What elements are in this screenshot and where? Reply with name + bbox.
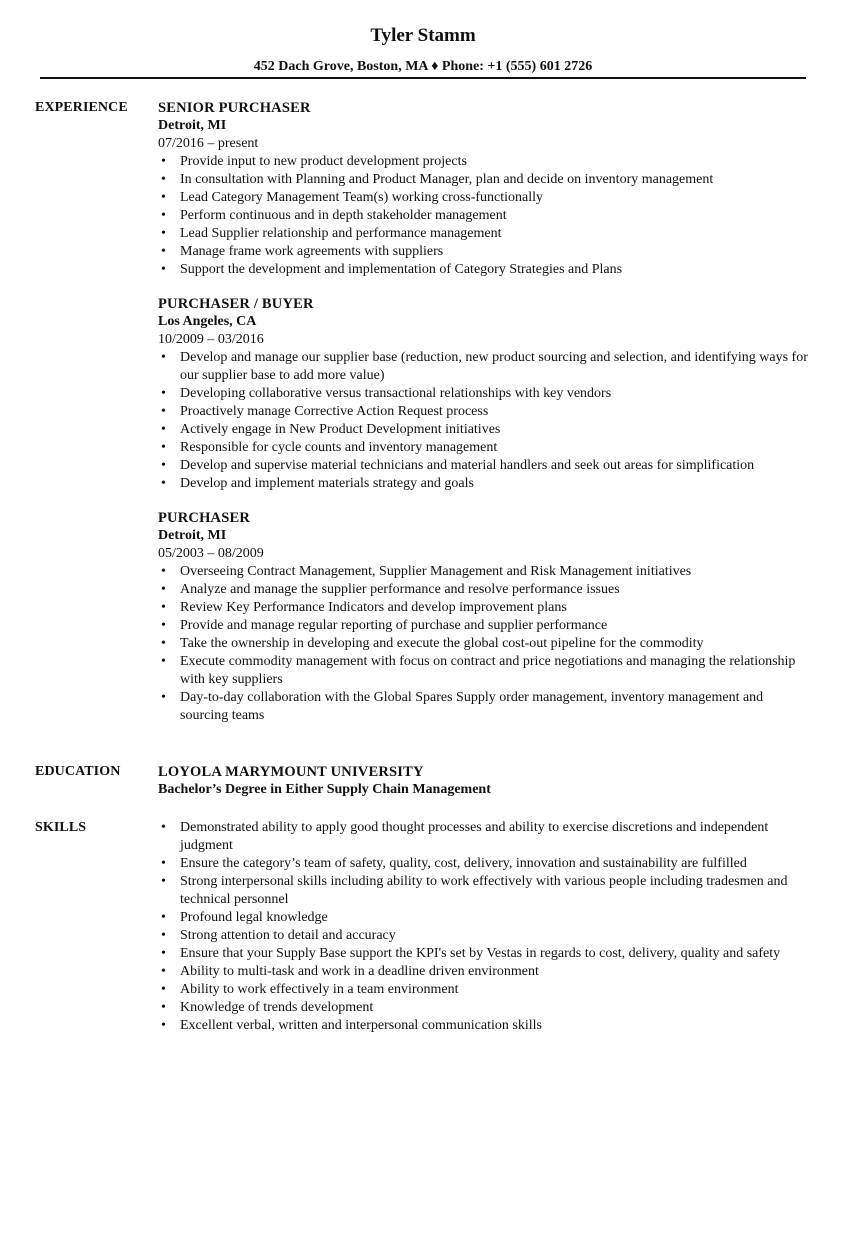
list-item: • Provide and manage regular reporting of purchase and supplier performance [158, 617, 813, 635]
list-item: • Ensure that your Supply Base support the KPI's set by Vestas in regards to cost, delivery, quality and safety [158, 945, 813, 963]
job-title: SENIOR PURCHASER [158, 100, 311, 116]
skills-bullet-list [158, 819, 813, 1035]
list-item: • Excellent verbal, written and interpersonal communication skills [158, 1017, 813, 1035]
list-item: • Develop and implement materials strategy and goals [158, 475, 813, 493]
section-label-skills: SKILLS [35, 820, 87, 835]
list-item: • Day-to-day collaboration with the Global Spares Supply order management, inventory management and sourcing teams [158, 689, 813, 725]
section-label-education: EDUCATION [35, 764, 121, 779]
skills-body [158, 819, 813, 1035]
list-item: • Strong interpersonal skills including ability to work effectively with various people including tradesmen and technical personnel [158, 873, 813, 909]
list-item: • Profound legal knowledge [158, 909, 813, 927]
job-location: Detroit, MI [158, 528, 227, 543]
list-item: • Proactively manage Corrective Action Request process [158, 403, 813, 421]
job-bullet-list [158, 153, 813, 279]
list-item: • Strong attention to detail and accuracy [158, 927, 813, 945]
job-dates: 10/2009 – 03/2016 [158, 332, 264, 347]
list-item: • Develop and manage our supplier base (reduction, new product sourcing and selection, and identifying ways for our supplier base to add more value) [158, 349, 813, 385]
header-divider [40, 77, 806, 79]
list-item: • Actively engage in New Product Development initiatives [158, 421, 813, 439]
list-item: • Lead Category Management Team(s) working cross-functionally [158, 189, 813, 207]
contact-line: 452 Dach Grove, Boston, MA ♦ Phone: +1 (555) 601 2726 [253, 59, 593, 74]
list-item: • Perform continuous and in depth stakeholder management [158, 207, 813, 225]
list-item: • Lead Supplier relationship and performance management [158, 225, 813, 243]
list-item: • Ability to multi-task and work in a deadline driven environment [158, 963, 813, 981]
job-dates: 05/2003 – 08/2009 [158, 546, 264, 561]
list-item: • Take the ownership in developing and execute the global cost-out pipeline for the commodity [158, 635, 813, 653]
list-item: • Overseeing Contract Management, Supplier Management and Risk Management initiatives [158, 563, 813, 581]
section-label-experience: EXPERIENCE [35, 100, 128, 115]
list-item: • Developing collaborative versus transactional relationships with key vendors [158, 385, 813, 403]
education-body [158, 763, 813, 799]
job-dates: 07/2016 – present [158, 136, 259, 151]
job-location: Detroit, MI [158, 118, 227, 133]
list-item: • In consultation with Planning and Product Manager, plan and decide on inventory management [158, 171, 813, 189]
job-title: PURCHASER / BUYER [158, 296, 314, 312]
list-item: • Review Key Performance Indicators and develop improvement plans [158, 599, 813, 617]
list-item: • Knowledge of trends development [158, 999, 813, 1017]
experience-body [158, 99, 813, 741]
job-entry [158, 295, 813, 493]
school-name: LOYOLA MARYMOUNT UNIVERSITY [158, 764, 424, 780]
job-entry [158, 509, 813, 725]
list-item: • Analyze and manage the supplier performance and resolve performance issues [158, 581, 813, 599]
candidate-name: Tyler Stamm [370, 25, 476, 46]
list-item: • Responsible for cycle counts and inventory management [158, 439, 813, 457]
job-title: PURCHASER [158, 510, 251, 526]
list-item: • Support the development and implementation of Category Strategies and Plans [158, 261, 813, 279]
list-item: • Provide input to new product development projects [158, 153, 813, 171]
job-bullet-list [158, 349, 813, 493]
job-location: Los Angeles, CA [158, 314, 257, 329]
list-item: • Demonstrated ability to apply good thought processes and ability to exercise discretions and independent judgment [158, 819, 813, 855]
list-item: • Ability to work effectively in a team environment [158, 981, 813, 999]
job-entry [158, 99, 813, 279]
resume-header [40, 24, 806, 76]
degree: Bachelor’s Degree in Either Supply Chain Management [158, 782, 491, 797]
list-item: • Develop and supervise material technicians and material handlers and seek out areas for simplification [158, 457, 813, 475]
job-bullet-list [158, 563, 813, 725]
list-item: • Manage frame work agreements with suppliers [158, 243, 813, 261]
list-item: • Execute commodity management with focus on contract and price negotiations and managing the relationship with key suppliers [158, 653, 813, 689]
list-item: • Ensure the category’s team of safety, quality, cost, delivery, innovation and sustainability are fulfilled [158, 855, 813, 873]
